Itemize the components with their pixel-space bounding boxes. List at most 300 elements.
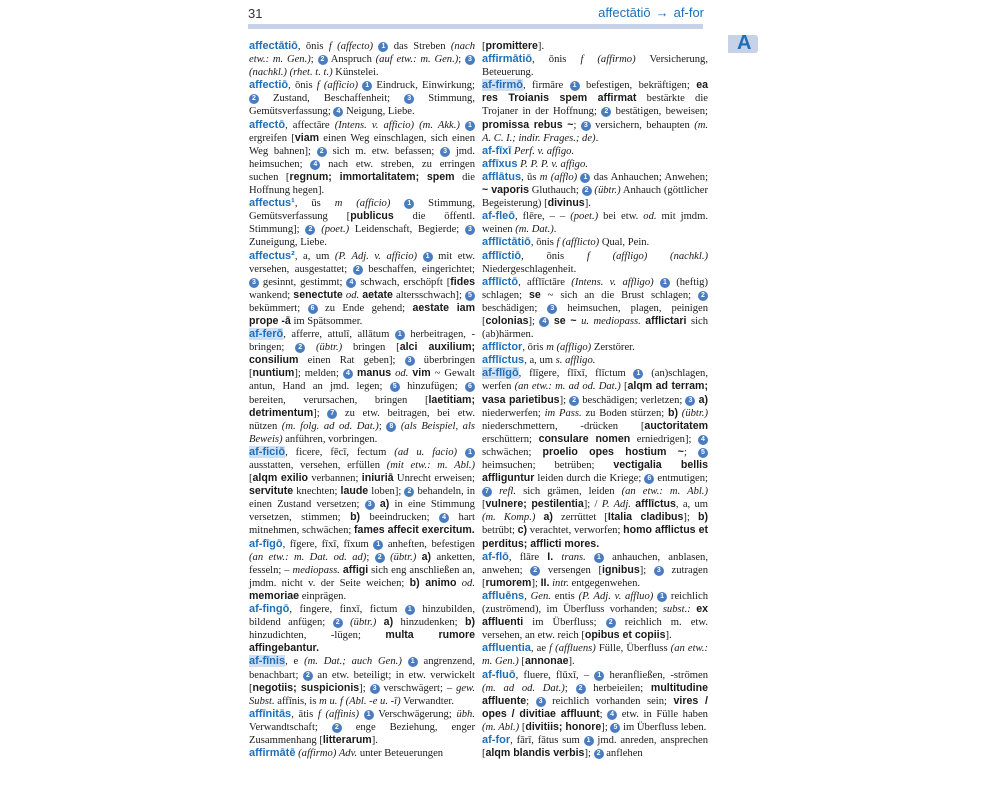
grammar-note: trans.: [561, 551, 586, 563]
definition-text: Unrecht erweisen;: [393, 473, 475, 485]
entry-headword: af-ficiō: [249, 445, 286, 458]
grammar-note: f (affirmo): [580, 54, 636, 66]
latin-example: opibus et copiis: [584, 629, 666, 642]
latin-example: ignibus: [602, 563, 640, 576]
latin-example: multa rumore affingebantur.: [249, 629, 475, 655]
sense-number-badge: 2: [594, 749, 604, 759]
entry-headword: af-fluō: [482, 668, 516, 681]
sense-number-badge: 1: [404, 199, 414, 209]
grammar-note: s. affligo.: [555, 355, 596, 367]
latin-example: a): [698, 393, 708, 406]
definition-text: Anspruch: [327, 54, 376, 66]
latin-example: vires / opes / divitiae affluunt: [482, 694, 709, 720]
latin-example: iniuriā: [361, 472, 394, 485]
entry-headword: afflīctātiō: [482, 236, 531, 249]
grammar-note: od.: [461, 577, 475, 589]
left-column: [249, 40, 475, 760]
definition-text: ];: [531, 577, 541, 589]
entry-headword: afflīctor: [482, 341, 523, 354]
definition-text: bei etw.: [598, 211, 644, 223]
definition-text: jmd. anreden, ansprechen [: [482, 734, 708, 760]
sense-number-badge: 1: [660, 278, 670, 288]
definition-text: in eine Stimmung versetzen, stimmen;: [249, 499, 475, 524]
definition-text: verbannen;: [308, 473, 362, 485]
latin-example: II.: [540, 576, 550, 589]
latin-example: multitudine affluente: [482, 681, 708, 707]
latin-example: ea res Troianis spem affirmat: [482, 79, 709, 105]
grammar-note: (übtr.): [681, 407, 708, 419]
latin-example: c): [517, 524, 528, 537]
sense-number-badge: 2: [530, 566, 540, 576]
dictionary-entry: [249, 538, 475, 603]
definition-text: angrenzend, benachbart;: [249, 656, 475, 681]
sense-number-badge: 4: [539, 317, 549, 327]
sense-number-badge: 1: [584, 736, 594, 746]
definition-text: zu Ende gehend;: [317, 302, 413, 314]
definition-text: zutragen [: [482, 564, 708, 589]
latin-example: a): [421, 550, 432, 563]
sense-number-badge: 1: [423, 252, 433, 262]
definition-text: [586, 552, 594, 563]
sense-number-badge: 2: [569, 396, 579, 406]
sense-number-badge: 6: [644, 474, 654, 484]
definition-text: im Spätsommer.: [290, 315, 363, 327]
definition-text: affīnis, is: [274, 695, 320, 707]
definition-text: ].: [371, 734, 378, 746]
definition-text: an etw. beteiligt; in etw. verwickelt [: [249, 669, 475, 694]
definition-text: bestärkte die Trojaner in der Hoffnung;: [482, 93, 708, 118]
entry-headword: af-fīxī: [482, 144, 512, 157]
latin-example: homo afflictus et perditus; afflicti mores.: [482, 524, 708, 550]
header-rule: [248, 24, 703, 29]
definition-text: (an)schlagen, werfen: [482, 368, 708, 393]
grammar-note: (m. Abl.): [482, 721, 520, 733]
sense-number-badge: 6: [465, 382, 475, 392]
sense-number-badge: 2: [305, 225, 315, 235]
definition-text: heranfließen, -strömen: [604, 669, 708, 681]
grammar-note: m (afflo): [539, 171, 578, 183]
definition-text: zu etw. beitragen, bei etw. nützen: [249, 407, 475, 432]
grammar-note: Perf. v. affigo.: [514, 145, 575, 157]
grammar-note: (m. ad od. Dat.): [482, 682, 565, 694]
grammar-note: P. Adj.: [601, 499, 631, 511]
definition-text: ];: [639, 564, 654, 576]
definition-text: bereiten, verursachen, bringen [: [249, 394, 429, 406]
grammar-note: (nach etw.: m. Gen.): [249, 41, 476, 66]
definition-text: [492, 486, 499, 497]
entry-headword: affectātiō: [249, 40, 298, 52]
dictionary-entry: [482, 250, 708, 276]
latin-example: b) animo: [409, 576, 457, 589]
definition-text: ;: [366, 551, 375, 563]
entry-headword: af-fleō: [482, 210, 515, 223]
latin-example: I.: [547, 550, 554, 563]
grammar-note: im Pass.: [544, 407, 582, 419]
definition-text: versichern, behaupten: [590, 119, 695, 131]
grammar-note: f (affinis): [317, 708, 360, 720]
definition-text: [343, 617, 350, 628]
grammar-note: (m. A. C. I.; indir. Frages.; de): [482, 119, 709, 144]
dictionary-entry: [482, 145, 708, 158]
definition-text: anführen, vorbringen.: [282, 433, 378, 445]
grammar-note: (an etw.: m. Abl.): [621, 486, 708, 498]
definition-text: erschüttern;: [482, 433, 539, 445]
definition-text: ].: [665, 630, 672, 642]
grammar-note: P. P. P. v. affigo.: [520, 158, 588, 170]
definition-text: ;: [458, 54, 465, 66]
definition-text: ;: [378, 420, 387, 432]
definition-text: hart mitnehmen, schwächen;: [249, 512, 476, 537]
sense-number-badge: 4: [343, 369, 353, 379]
definition-text: , fingere, finxī, fictum: [289, 604, 405, 616]
entry-headword: afflīctiō: [482, 249, 522, 262]
grammar-note: (Intens. v. afficio) (m. Akk.): [334, 119, 460, 131]
latin-example: colonias: [485, 314, 529, 327]
definition-text: , e: [285, 656, 305, 668]
sense-number-badge: 1: [580, 173, 590, 183]
definition-text: [376, 617, 383, 628]
latin-example: ~ vaporis: [482, 184, 529, 197]
sense-number-badge: 1: [465, 121, 475, 131]
dictionary-entry: [249, 747, 475, 760]
latin-example: a): [383, 616, 394, 629]
sense-number-badge: 1: [362, 81, 372, 91]
definition-text: ].: [568, 656, 575, 668]
dictionary-entry: [482, 642, 708, 668]
definition-text: Stimmung, Gemütsverfassung;: [249, 93, 475, 118]
latin-example: manus: [356, 367, 392, 380]
sense-number-badge: 6: [308, 304, 318, 314]
definition-text: heimsuchen, plagen, peinigen [: [482, 302, 708, 327]
sense-number-badge: 2: [576, 684, 586, 694]
definition-text: versengen [: [540, 564, 603, 576]
latin-example: alci auxilium; consilium: [249, 341, 476, 367]
sense-number-badge: 2: [317, 147, 327, 157]
entry-headword: affectus²: [249, 249, 295, 262]
definition-text: , afferre, attulī, allātum: [283, 329, 395, 341]
definition-text: , ōnis: [532, 54, 581, 66]
latin-example: nuntium: [252, 367, 295, 380]
entry-headword: af-firmō: [482, 79, 523, 92]
header-last-word: af-for: [673, 5, 704, 20]
sense-number-badge: 5: [465, 291, 475, 301]
entry-headword: af-flīgō: [482, 367, 519, 380]
entry-headword: affluentia: [482, 642, 531, 655]
definition-text: , fluere, flūxī, –: [515, 669, 595, 681]
page-number: 31: [248, 6, 263, 21]
definition-text: verschwägert; –: [379, 682, 457, 694]
sense-number-badge: 5: [698, 448, 708, 458]
definition-text: einprägen.: [299, 590, 347, 602]
grammar-note: od.: [395, 368, 409, 380]
sense-number-badge: 2: [375, 553, 385, 563]
definition-text: [402, 656, 408, 667]
definition-text: , ōris: [522, 342, 547, 354]
definition-text: Zustand, Beschaffenheit;: [259, 93, 405, 105]
dictionary-entry: [249, 197, 475, 249]
entry-headword: afflātus: [482, 170, 522, 183]
definition-text: ];: [601, 721, 611, 733]
definition-text: niederwerfen;: [482, 407, 545, 419]
sense-number-badge: 1: [395, 330, 405, 340]
definition-text: [305, 342, 316, 353]
definition-text: , affectāre: [285, 119, 335, 131]
entry-headword: affirmātē: [249, 747, 296, 760]
definition-text: knechten;: [293, 486, 341, 498]
definition-text: Gluthauch;: [528, 185, 582, 197]
running-header: [598, 5, 704, 20]
grammar-note: (übtr.): [594, 185, 621, 197]
sense-number-badge: 1: [657, 592, 667, 602]
dictionary-entry: [249, 708, 475, 747]
dictionary-entry: [249, 446, 475, 538]
grammar-note: (übtr.): [350, 617, 377, 629]
dictionary-entry: [482, 367, 708, 550]
definition-text: sich m. etw. befassen;: [326, 145, 441, 157]
grammar-note: (P. Adj. v. affluo): [578, 590, 654, 602]
entry-headword: af-ferō: [249, 328, 284, 341]
definition-text: [390, 198, 404, 209]
definition-text: beschädigen;: [482, 302, 548, 314]
latin-example: viam: [294, 131, 320, 144]
sense-number-badge: 1: [633, 369, 643, 379]
entry-headword: af-fīgō: [249, 537, 283, 550]
latin-example: vectigalia bellis affliguntur: [482, 459, 708, 485]
sense-number-badge: 1: [408, 657, 418, 667]
definition-text: [417, 251, 423, 262]
sense-number-badge: 1: [594, 671, 604, 681]
definition-text: verachtet, verworfen;: [527, 525, 624, 537]
definition-text: betrübt;: [482, 525, 518, 537]
sense-number-badge: 3: [581, 121, 591, 131]
grammar-note: od.: [345, 289, 360, 301]
definition-text: entmutigen;: [654, 473, 708, 485]
definition-text: einen Weg einschlagen, sich einen Weg bahnen];: [249, 132, 475, 157]
sense-number-badge: 1: [378, 42, 388, 52]
definition-text: ausstatten, versehen, erfüllen: [249, 460, 387, 471]
definition-text: das Anhauchen; Anwehen;: [590, 171, 709, 183]
latin-example: aetate: [362, 288, 393, 301]
definition-text: Verwandtschaft;: [249, 721, 332, 733]
definition-text: [457, 447, 465, 458]
latin-example: se: [528, 288, 541, 301]
entry-headword: affirmātiō: [482, 53, 533, 66]
sense-number-badge: 5: [610, 723, 620, 733]
definition-text: gesinnt, gestimmt;: [259, 276, 347, 288]
grammar-note: (mit etw.: m. Abl.): [386, 460, 475, 471]
definition-text: Stimmung, Gemütsverfassung [: [249, 198, 475, 223]
definition-text: anhauchen, anblasen, anwehen;: [482, 551, 709, 576]
sense-number-badge: 2: [601, 107, 611, 117]
definition-text: , flāre: [508, 551, 548, 563]
entry-headword: af-flō: [482, 550, 509, 563]
grammar-note: (poet.): [321, 224, 350, 236]
definition-text: jmd. heimsuchen;: [249, 145, 475, 170]
definition-text: Neigung, Liebe.: [343, 106, 415, 118]
grammar-note: f (afficio): [316, 80, 359, 92]
sense-number-badge: 1: [465, 448, 475, 458]
latin-example: annonae: [524, 655, 569, 668]
definition-text: ];: [584, 748, 594, 760]
definition-text: , ātis: [291, 708, 318, 720]
definition-text: , fīgere, fīxī, fīxum: [282, 538, 374, 550]
definition-text: ];: [559, 394, 570, 406]
sense-number-badge: 2: [582, 186, 592, 196]
latin-example: afflictari: [645, 314, 687, 327]
grammar-note: (auf etw.: m. Gen.): [375, 54, 459, 66]
latin-example: consulare nomen: [538, 432, 631, 445]
sense-number-badge: 7: [482, 487, 492, 497]
definition-text: Zerstörer.: [591, 342, 635, 354]
sense-number-badge: 3: [685, 396, 695, 406]
dictionary-entry: [249, 250, 475, 329]
definition-text: behandeln, in einen Zustand versetzen;: [249, 486, 475, 511]
latin-example: fides: [450, 275, 476, 288]
entry-headword: afflīctus: [482, 354, 525, 367]
definition-text: ;: [573, 119, 581, 131]
dictionary-entry: [249, 79, 475, 118]
definition-text: ];: [683, 512, 698, 524]
definition-text: ~ Gewalt antun, Hand an jmd. legen;: [249, 368, 475, 393]
definition-text: Verschwägerung;: [373, 708, 457, 720]
latin-example: fames affecit exercitum.: [354, 524, 475, 537]
latin-example: divitiis; honore: [525, 720, 602, 733]
definition-text: , ōnis: [530, 237, 557, 249]
grammar-note: od.: [643, 211, 657, 223]
definition-text: bestätigen, beweisen;: [611, 106, 708, 118]
definition-text: Eindruck, Einwirkung;: [372, 80, 475, 92]
definition-text: schwächen;: [482, 446, 543, 458]
definition-text: [535, 512, 543, 523]
dictionary-entry: [482, 79, 708, 144]
grammar-note: (affirmo) Adv.: [298, 748, 358, 760]
dictionary-entry: [482, 734, 708, 760]
definition-text: wankend;: [249, 289, 294, 301]
latin-example: affigi: [342, 563, 369, 576]
dictionary-entry: [249, 603, 475, 655]
definition-text: .: [553, 224, 557, 236]
definition-text: unter Beteuerungen: [357, 748, 444, 760]
grammar-note: (poet.): [570, 211, 599, 223]
dictionary-entry: [482, 210, 708, 236]
grammar-note: intr.: [552, 577, 569, 589]
dictionary-entry: [482, 40, 708, 53]
definition-text: entis: [550, 590, 579, 602]
grammar-note: f (affligo) (nachkl.): [586, 250, 709, 262]
definition-text: ,: [524, 590, 531, 602]
definition-text: Leidenschaft, Begierde;: [349, 224, 465, 236]
sense-number-badge: 2: [606, 618, 616, 628]
grammar-note: übh.: [456, 708, 475, 720]
grammar-note: refl.: [499, 486, 517, 498]
definition-text: Zuneigung, Liebe.: [249, 237, 327, 249]
definition-text: enge Beziehung, enger Zusammenhang [: [249, 721, 476, 746]
dictionary-entry: [482, 669, 708, 734]
thumb-index-letter: A: [737, 32, 752, 54]
grammar-note: (nachkl.) (rhet. t. t.): [249, 67, 333, 79]
sense-number-badge: 2: [404, 487, 414, 497]
definition-text: die öffentl. Stimmung];: [249, 211, 475, 236]
definition-text: reichlich vorhanden sein;: [545, 695, 674, 707]
entry-headword: af-fīnis: [249, 655, 286, 668]
definition-text: bringen [: [342, 342, 400, 354]
sense-number-badge: 3: [405, 356, 415, 366]
right-column: [482, 40, 708, 760]
dictionary-entry: [482, 354, 708, 367]
definition-text: ]; melden;: [294, 368, 343, 380]
sense-number-badge: 7: [327, 409, 337, 419]
latin-example: publicus: [350, 210, 394, 223]
definition-text: loben];: [368, 486, 405, 498]
definition-text: ].: [537, 41, 545, 52]
sense-number-badge: 2: [249, 94, 259, 104]
definition-text: , ōnis: [521, 250, 587, 262]
grammar-note: m (affligo): [546, 342, 592, 354]
grammar-note: f (affluens): [549, 643, 596, 655]
latin-example: negotiis; suspicionis: [252, 681, 360, 694]
definition-text: , fārī, fātus sum: [510, 734, 584, 746]
definition-text: heimsuchen; betrüben;: [482, 460, 614, 471]
definition-text: leiden durch die Kriege;: [534, 473, 645, 485]
latin-example: alqm ad terram; vasa parietibus: [482, 380, 708, 406]
definition-text: beeindrucken;: [360, 512, 440, 524]
definition-text: hinzubilden, bildend anfügen;: [249, 604, 476, 629]
sense-number-badge: 2: [332, 723, 342, 733]
sense-number-badge: 2: [698, 291, 708, 301]
grammar-note: (m. Komp.): [482, 512, 536, 524]
definition-text: ;: [564, 682, 576, 694]
definition-text: nach etw. streben, zu erringen suchen [: [249, 158, 475, 183]
definition-text: ].: [584, 198, 591, 210]
sense-number-badge: 2: [295, 343, 305, 353]
definition-text: ;: [599, 708, 608, 720]
latin-example: b): [350, 511, 361, 524]
definition-text: das Streben: [388, 41, 451, 52]
definition-text: im Überfluss;: [523, 617, 606, 629]
definition-text: erniedrigen];: [630, 433, 698, 445]
latin-example: ex affluenti: [482, 603, 708, 629]
dictionary-entry: [482, 551, 708, 590]
definition-text: beschaffen, eingerichtet;: [362, 263, 475, 275]
definition-text: Qual, Pein.: [599, 237, 650, 249]
grammar-note: (übtr.): [390, 551, 417, 563]
sense-number-badge: 3: [365, 500, 375, 510]
grammar-note: (übtr.): [315, 342, 343, 354]
sense-number-badge: 2: [353, 265, 363, 275]
definition-text: herbeieilen;: [585, 682, 651, 694]
definition-text: sich (ab)härmen.: [482, 315, 709, 341]
dictionary-entry: [249, 328, 475, 446]
definition-text: ~ sich an die Brust schlagen;: [540, 289, 698, 301]
definition-text: anflehen: [603, 748, 643, 760]
sense-number-badge: 1: [594, 553, 604, 563]
definition-text: ]; /: [583, 499, 602, 511]
grammar-note: (als Beispiel, als Beweis): [249, 420, 476, 445]
definition-text: , ūs: [521, 171, 540, 183]
definition-text: zu Boden stürzen;: [581, 407, 668, 419]
header-first-word: affectātiō: [598, 5, 651, 20]
definition-text: , ūs: [294, 198, 335, 210]
sense-number-badge: 4: [607, 710, 617, 720]
grammar-note: f (affecto): [328, 41, 374, 52]
definition-text: Künstelei.: [332, 67, 379, 79]
definition-text: ];: [359, 682, 370, 694]
latin-example: laetitiam; detrimentum: [249, 393, 475, 419]
sense-number-badge: 3: [465, 55, 475, 65]
definition-text: mit jmdm. weinen: [482, 211, 708, 236]
grammar-note: m u. f (Abl. -e u. -ī): [319, 695, 401, 707]
definition-text: im Überfluss leben.: [620, 721, 707, 733]
